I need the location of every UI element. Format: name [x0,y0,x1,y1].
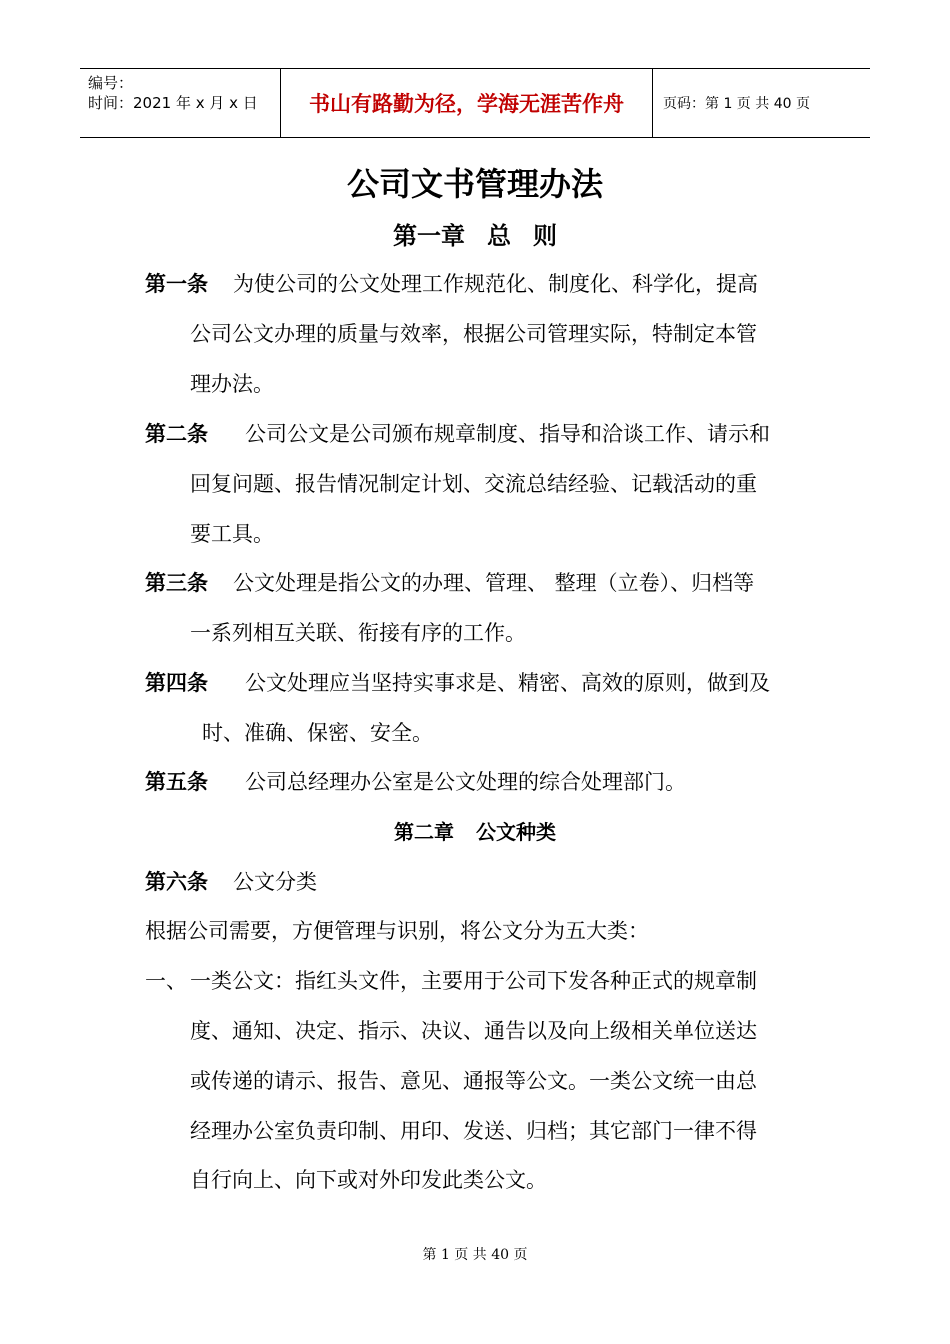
header-meta-cell [80,69,280,137]
item-1-line-2: 度、通知、决定、指示、决议、通告以及向上级相关单位送达 [190,1019,757,1043]
article-4-line-1: 公文处理应当坚持实事求是、精密、高效的原则，做到及 [245,671,770,695]
article-1-line-1: 为使公司的公文处理工作规范化、制度化、科学化，提高 [233,272,758,296]
document-title: 公司文书管理办法 [346,165,603,203]
article-5-line-1: 公司总经理办公室是公文处理的综合处理部门。 [245,770,686,794]
article-4-line-2: 时、准确、保密、安全。 [202,721,433,745]
item-1-line-3: 或传递的请示、报告、意见、通报等公文。一类公文统一由总 [190,1069,757,1093]
item-1-line-4: 经理办公室负责印制、用印、发送、归档；其它部门一律不得 [190,1119,757,1143]
article-2-line-2: 回复问题、报告情况制定计划、交流总结经验、记载活动的重 [190,472,757,496]
number-label: 编号： [88,74,134,92]
motto: 书山有路勤为径，学海无涯苦作舟 [280,69,653,137]
article-4-label: 第四条 [145,671,208,695]
chapter-1-title-b: 则 [533,222,557,250]
item-1-label: 一、 [145,969,187,993]
time-label: 时间：2021 年 x 月 x 日 [88,94,258,112]
item-1-line-1: 一类公文：指红头文件，主要用于公司下发各种正式的规章制 [190,969,757,993]
article-3-line-2: 一系列相互关联、衔接有序的工作。 [190,621,526,645]
article-3-label: 第三条 [145,571,208,595]
header-table [80,68,870,138]
item-1-line-5: 自行向上、向下或对外印发此类公文。 [190,1168,547,1192]
article-2-line-3: 要工具。 [190,522,274,546]
article-6-line-1: 公文分类 [233,870,317,894]
chapter-1-heading [0,218,950,254]
chapter-1-number: 第一章 [393,222,465,250]
article-5-label: 第五条 [145,770,208,794]
page-footer: 第 1 页 共 40 页 [422,1247,528,1263]
article-2-line-1: 公司公文是公司颁布规章制度、指导和洽谈工作、请示和 [245,422,770,446]
paragraph-line-1: 根据公司需要，方便管理与识别，将公文分为五大类： [145,919,649,943]
chapter-2-title: 公文种类 [476,820,556,844]
page-code: 页码：第 1 页 共 40 页 [663,96,810,112]
chapter-1-title-a: 总 [487,222,511,250]
article-1-label: 第一条 [145,272,208,296]
article-2-label: 第二条 [145,422,208,446]
article-6-label: 第六条 [145,870,208,894]
article-3-line-1: 公文处理是指公文的办理、管理、 整理（立卷）、归档等 [233,571,755,595]
article-1-line-3: 理办法。 [190,372,274,396]
chapter-2-number: 第二章 [394,820,454,844]
article-1-line-2: 公司公文办理的质量与效率，根据公司管理实际，特制定本管 [190,322,757,346]
chapter-2-heading [0,816,950,848]
